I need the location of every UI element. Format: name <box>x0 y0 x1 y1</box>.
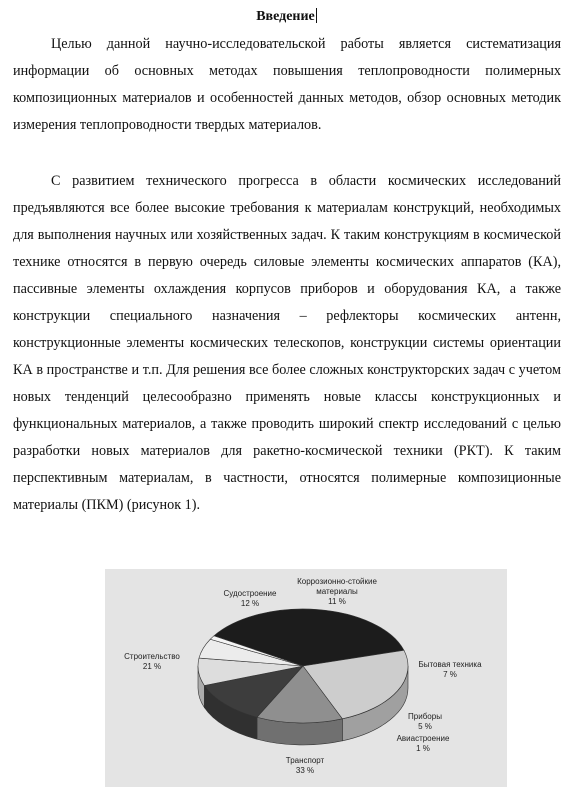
pie-label-name: Строительство <box>124 652 180 661</box>
pie-label-name: Транспорт <box>285 756 325 765</box>
pie-label-value: 12 % <box>240 599 260 608</box>
pie-label-name: материалы <box>316 587 358 596</box>
section-heading-text: Введение <box>256 9 315 24</box>
pie-label-name: Авиастроение <box>396 734 450 743</box>
pie-label-value: 21 % <box>142 662 162 671</box>
pie-label-name: Коррозионно-стойкие <box>297 577 377 586</box>
pie-label-value: 33 % <box>295 766 315 775</box>
pie-chart <box>105 569 507 787</box>
pie-chart-figure <box>105 569 507 787</box>
pie-label-value: 11 % <box>328 597 346 606</box>
pie-label-corrosion-resistant <box>297 577 377 606</box>
pie-label-name: Бытовая техника <box>418 660 482 669</box>
paragraph-1: Целью данной научно-исследовательской работы является систематизация информации об основных методах повышения теплопроводности полимерных композиционных материалов и особенностей данных методов, обзор основных методик измерения теплопроводности твердых материалов. <box>13 36 561 133</box>
pie-label-value: 7 % <box>443 670 457 679</box>
section-heading <box>0 8 573 25</box>
pie-label-value: 1 % <box>416 744 430 753</box>
pie-label-household <box>418 660 482 679</box>
pie-label-instruments <box>408 712 442 731</box>
pie-label-construction <box>124 652 180 671</box>
pie-label-value: 5 % <box>418 722 432 731</box>
paragraph-2: С развитием технического прогресса в области космических исследований предъявляются все более высокие требования к материалам конструкций, необходимых для выполнения научных или хозяйственных задач. К таким конструкциям в космической технике относятся в первую очередь силовые элементы космических аппаратов (КА), пассивные элементы охлаждения корпусов приборов и оборудования КА, а также конструкции специального назначения – рефлекторы космических антенн, конструкционные элементы космических телескопов, конструкции системы ориентации КА в пространстве и т.п. Для решения все более сложных конструкторских задач с учетом новых тенденций целесообразно применять новые классы конструкционных и функциональных материалов, а также проводить широкий спектр исследований с целью разработки новых материалов для ракетно-космической техники (РКТ). К таким перспективным материалам, в частности, относятся полимерные композиционные материалы (ПКМ) (рисунок 1). <box>13 173 561 513</box>
pie-label-name: Судостроение <box>223 589 277 598</box>
pie-label-name: Приборы <box>408 712 442 721</box>
pie-label-shipbuilding <box>224 589 278 608</box>
pie-label-transport <box>286 756 325 775</box>
pie-label-aviation <box>397 734 450 753</box>
text-cursor <box>316 8 317 23</box>
